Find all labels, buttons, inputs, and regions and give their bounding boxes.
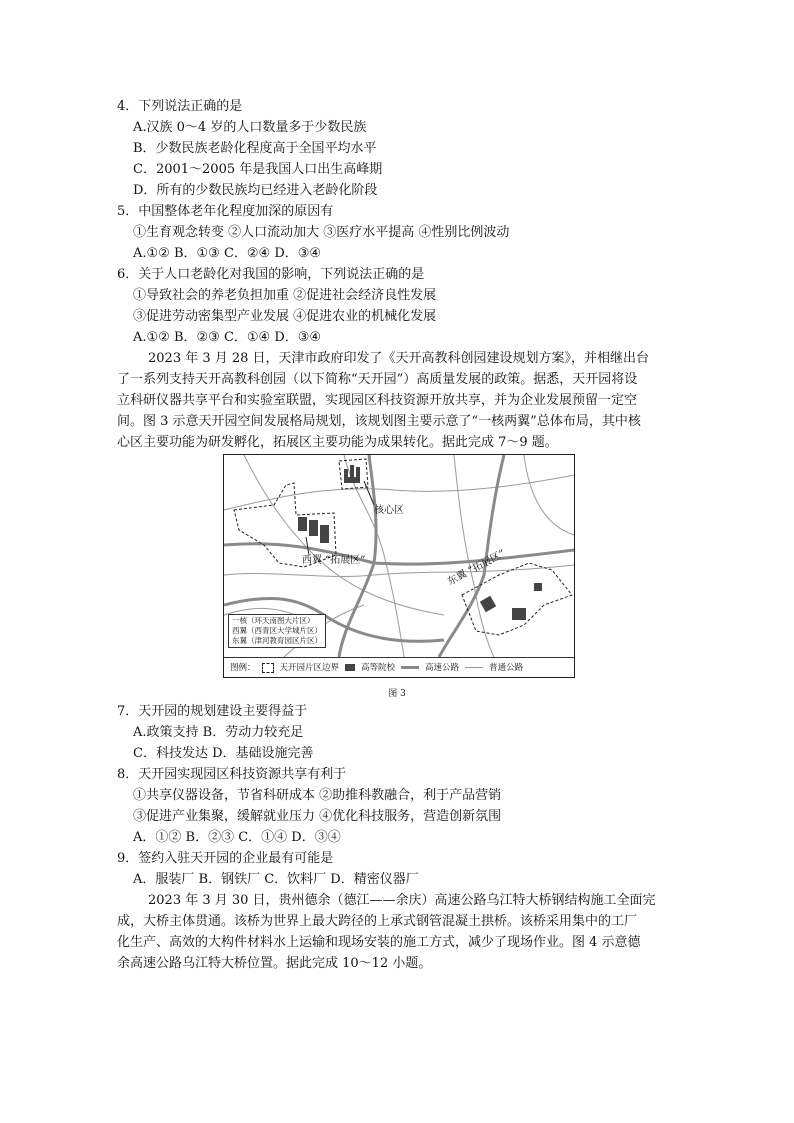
q8-items-1: ①共享仪器设备，节省科研成本 ②助推科教融合，利于产品营销 [133, 788, 502, 803]
q4-option-c: C．2001～2005 年是我国人口出生高峰期 [133, 162, 383, 177]
university [309, 520, 318, 536]
q9-stem: 9．签约入驻天开园的企业最有可能是 [117, 851, 334, 866]
q7-options-ab: A.政策支持 B．劳动力较充足 [133, 725, 304, 740]
figure-caption: 图 3 [388, 689, 406, 699]
q7-options-cd: C．科技发达 D．基础设施完善 [133, 746, 314, 761]
q8-stem: 8．天开园实现园区科技资源共享有利于 [117, 767, 347, 782]
legend-school-label: 高等院校 [361, 662, 396, 673]
university [512, 608, 526, 620]
passage1-line: 2023 年 3 月 28 日，天津市政府印发了《天开高教科创园建设规划方案》，并相继出台 [148, 351, 650, 366]
map-legend [224, 657, 574, 677]
zone-key [228, 614, 326, 648]
highway-swatch [401, 666, 419, 669]
passage2-line: 2023 年 3 月 30 日，贵州德余（德江——余庆）高速公路乌江特大桥钢结构施工全面完 [148, 893, 656, 908]
passage1-line: 立科研仪器共享平台和实验室联盟，实现园区科技资源开放共享，并为企业发展预留一定空 [117, 393, 638, 408]
university [298, 517, 307, 531]
q5-stem: 5．中国整体老年化程度加深的原因有 [117, 204, 334, 219]
university [346, 477, 360, 483]
legend-border-label: 天开园片区边界 [279, 662, 340, 673]
tiankai-park-map [223, 454, 575, 678]
passage2-line: 成，大桥主体贯通。该桥为世界上最大跨径的上承式钢管混凝土拱桥。该桥采用集中的工厂 [117, 914, 638, 929]
q9-options: A．服装厂 B．钢铁厂 C．饮料厂 D．精密仪器厂 [133, 872, 419, 887]
west-label: 西翼 “拓展区” [302, 555, 366, 566]
university [534, 583, 542, 591]
q6-stem: 6．关于人口老龄化对我国的影响，下列说法正确的是 [117, 267, 425, 282]
q6-items-2: ③促进劳动密集型产业发展 ④促进农业的机械化发展 [133, 309, 437, 324]
passage1-line: 了一系列支持天开高教科创园（以下简称“天开园”）高质量发展的政策。据悉，天开园将设 [117, 372, 638, 387]
highway [224, 544, 574, 564]
zone-key-item: 东翼（津河教育园区片区） [232, 636, 322, 645]
east-label: 东翼 “拓展区” [446, 548, 508, 588]
passage1-line: 心区主要功能为研发孵化，拓展区主要功能为成果转化。据此完成 7～9 题。 [117, 435, 558, 450]
q4-option-a: A.汉族 0～4 岁的人口数量多于少数民族 [133, 120, 367, 135]
q6-items-1: ①导致社会的养老负担加重 ②促进社会经济良性发展 [133, 288, 437, 303]
university-swatch [345, 664, 355, 671]
passage2-line: 化生产、高效的大构件材料水上运输和现场安装的施工方式，减少了现场作业。图 4 示意德 [117, 935, 641, 950]
legend-prefix: 图例： [230, 662, 256, 673]
legend-road-label: 普通公路 [489, 662, 524, 673]
q4-stem: 4．下列说法正确的是 [117, 99, 243, 114]
legend-highway-label: 高速公路 [425, 662, 460, 673]
university [320, 525, 329, 543]
university [480, 596, 496, 612]
passage2-line: 余高速公路乌江特大桥位置。据此完成 10～12 小题。 [117, 956, 432, 971]
west-arrow [306, 537, 309, 555]
q7-stem: 7．天开园的规划建设主要得益于 [117, 704, 308, 719]
zone-key-item: 西翼（西青区大学城片区） [232, 626, 322, 635]
zone-key-item: 一核（环天南图大片区） [232, 616, 315, 625]
q5-items: ①生育观念转变 ②人口流动加大 ③医疗水平提高 ④性别比例波动 [133, 225, 510, 240]
boundary-swatch [262, 663, 274, 673]
q6-options: A.①② B．②③ C．①④ D．③④ [133, 330, 322, 345]
road [224, 565, 574, 576]
core-label: 核心区 [374, 505, 404, 516]
q4-option-d: D．所有的少数民族均已经进入老龄化阶段 [133, 183, 378, 198]
q5-options: A.①② B．①③ C．②④ D．③④ [133, 246, 322, 261]
road [524, 455, 574, 535]
passage1-line: 间。图 3 示意天开园空间发展格局规划，该规划图主要示意了“一核两翼”总体布局，其中核 [117, 414, 641, 429]
q8-items-2: ③促进产业集聚，缓解就业压力 ④优化科技服务，营造创新氛围 [133, 809, 502, 824]
road-swatch [465, 667, 483, 668]
q4-option-b: B．少数民族老龄化程度高于全国平均水平 [133, 141, 377, 156]
q8-options: A．①② B．②③ C．①④ D．③④ [133, 830, 341, 845]
